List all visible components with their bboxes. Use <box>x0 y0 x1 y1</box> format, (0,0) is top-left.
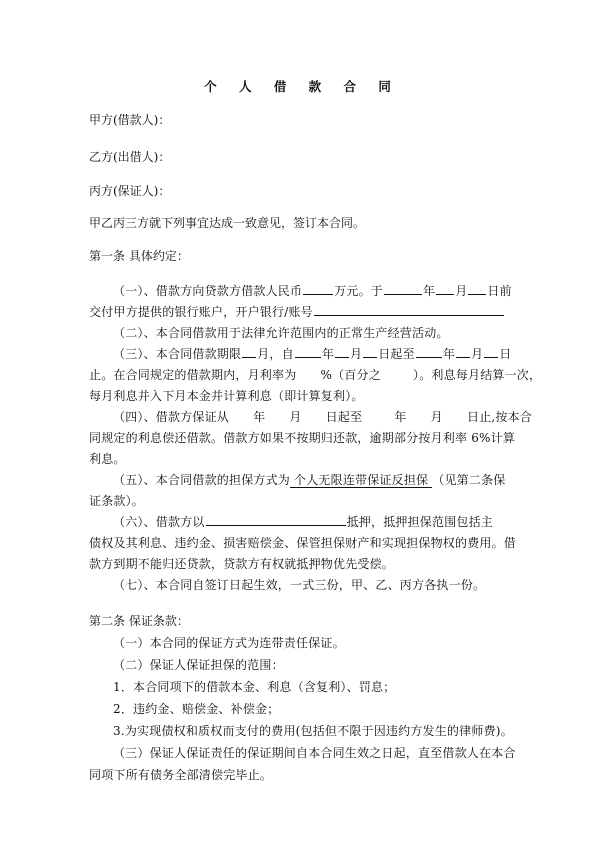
end-year-blank <box>416 345 442 358</box>
article2-para-1: （一）本合同的保证方式为连带责任保证。 <box>113 636 345 650</box>
clause-6-line-1: （六）、借款方以 抵押，抵押担保范围包括主 <box>113 515 494 529</box>
clause-3-line-2: 止。在合同规定的借款期内，月利率为 %（百分之 ）。利息每月结算一次， <box>89 368 542 382</box>
clause-3-line-3: 每月利息并入下月本金并计算利息（即计算复利）。 <box>89 389 364 403</box>
clause-3-line-1: （三）、本合同借款期限 月，自 年 月 日起至 年 月 日 <box>113 347 512 361</box>
guarantee-method-value: 个人无限连带保证反担保 <box>290 473 433 487</box>
collateral-blank <box>206 513 346 526</box>
party-c-label: 丙方(保证人)： <box>89 184 171 198</box>
article2-para-3-line-2: 同项下所有债务全部清偿完毕止。 <box>89 768 273 782</box>
clause-2: （二）、本合同借款用于法律允许范围内的正常生产经营活动。 <box>113 326 449 340</box>
article2-heading: 第二条 保证条款： <box>89 614 189 628</box>
article2-item-1: 1．本合同项下的借款本金、利息（含复利）、罚息； <box>113 680 396 694</box>
party-a-label: 甲方(借款人)： <box>89 113 171 127</box>
clause-5-line-2: 证条款）。 <box>89 494 145 508</box>
start-month-blank <box>335 345 349 358</box>
clause-6-line-3: 款方到期不能归还贷款，贷款方有权就抵押物优先受偿。 <box>89 557 395 571</box>
clause-7: （七）、本合同自签订日起生效，一式三份，甲、乙、丙方各执一份。 <box>113 578 486 592</box>
term-blank <box>242 345 256 358</box>
amount-blank <box>303 282 333 295</box>
article2-para-2: （二）保证人保证担保的范围： <box>113 658 284 672</box>
clause-1-line-1: （一）、借款方向贷款方借款人民币 万元。于 年 月 日前 <box>113 284 512 298</box>
clause-4-line-3: 利息。 <box>89 452 126 466</box>
contract-title: 个 人 借 款 合 同 <box>204 79 400 94</box>
article1-heading: 第一条 具体约定： <box>89 249 189 263</box>
clause-1-line-2: 交付甲方提供的银行账户，开户银行/账号 <box>89 303 509 320</box>
clause-4-line-2: 同规定的利息偿还借款。借款方如果不按期归还款，逾期部分按月利率 6%计算 <box>89 431 516 445</box>
start-year-blank <box>295 345 321 358</box>
party-b-label: 乙方(出借人)： <box>89 150 171 164</box>
end-day-blank <box>484 345 498 358</box>
bank-account-blank <box>314 303 504 316</box>
end-month-blank <box>456 345 470 358</box>
clause-4-line-1: （四）、借款方保证从 年 月 日起至 年 月 日止,按本合 <box>113 410 532 424</box>
intro-paragraph: 甲乙丙三方就下列事宜达成一致意见，签订本合同。 <box>89 216 366 230</box>
month-blank <box>436 282 454 295</box>
clause-6-line-2: 债权及其利息、违约金、损害赔偿金、保管担保财产和实现担保物权的费用。借 <box>89 536 517 550</box>
clause-5-line-1: （五）、本合同借款的担保方式为 个人无限连带保证反担保 （见第二条保 <box>113 473 506 487</box>
start-day-blank <box>363 345 377 358</box>
year-blank <box>384 282 422 295</box>
day-blank <box>468 282 486 295</box>
article2-item-3: 3.为实现债权和质权而支付的费用(包括但不限于因违约方发生的律师费)。 <box>113 724 513 738</box>
article2-para-3-line-1: （三）保证人保证责任的保证期间自本合同生效之日起，直至借款人在本合 <box>113 746 516 760</box>
article2-item-2: 2．违约金、赔偿金、补偿金； <box>113 702 280 716</box>
